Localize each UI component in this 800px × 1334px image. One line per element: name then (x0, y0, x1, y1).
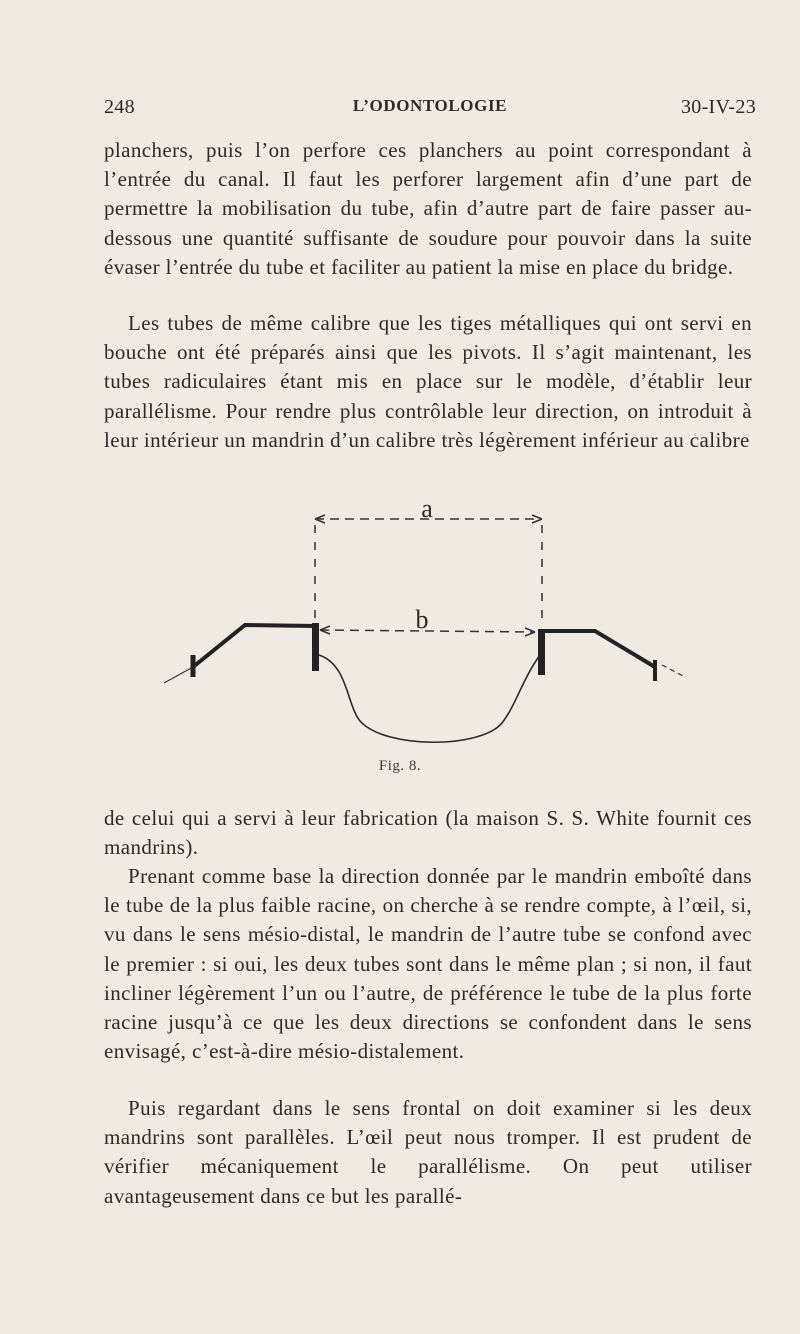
paragraph-4: Prenant comme base la direction donnée par le mandrin emboîté dans le tube de la plus faible racine, on cherche à se rendre compte, à l’œil, si, vu dans le sens mésio-distal, le mandrin de l’autre tube se confond avec le premier : si oui, les deux tubes sont dans le même plan ; si non, il faut incliner légèrement l’un ou l’autre, de préférence le tube de la plus forte racine jusqu’à ce que les deux directions se confondent dans le sens envisagé, c’est-à-dire mésio-distalement. (104, 864, 752, 1064)
page-number: 248 (104, 96, 135, 118)
label-b: b (415, 605, 429, 634)
left-tube (312, 623, 319, 671)
journal-title: L’ODONTOLOGIE (352, 96, 508, 115)
right-outline (662, 665, 685, 677)
figure-caption: Fig. 8. (378, 758, 422, 774)
paragraph-1: planchers, puis l’on perfore ces planchers au point correspondant à l’entrée du canal. Il faut les perforer largement afin d’une part de permettre la mobilisation du tube, afin d’autre part de faire passer au-dessous une quantité suffisante de soudure pour pouvoir dans la suite évaser l’entrée du tube et faciliter au patient la mise en place du bridge. (104, 138, 752, 279)
paragraph-2: Les tubes de même calibre que les tiges métalliques qui ont servi en bouche ont été préparés ainsi que les pivots. Il s’agit maintenant, les tubes radiculaires étant mis en place sur le modèle, d’établir leur parallélisme. Pour rendre plus contrôlable leur direction, on introduit à leur intérieur un mandrin d’un calibre très légèrement inférieur au calibre (104, 311, 752, 452)
paragraph-3: de celui qui a servi à leur fabrication (la maison S. S. White fournit ces mandrins). (104, 806, 752, 860)
right-tube (538, 629, 545, 675)
paragraph-5: Puis regardant dans le sens frontal on doit examiner si les deux mandrins sont parallèles. L’œil peut nous tromper. Il est prudent de vérifier mécaniquement le parallélisme. On peut utiliser avantageusement dans ce but les parallé- (104, 1096, 752, 1208)
running-header (104, 96, 756, 126)
left-outline (164, 667, 193, 683)
saddle-curve (319, 655, 540, 742)
issue-date: 30-IV-23 (681, 96, 756, 118)
right-plate (542, 631, 655, 667)
tube-parallelism-diagram (150, 495, 710, 755)
figure-8-diagram (150, 495, 710, 755)
label-a: a (421, 495, 433, 523)
left-plate (193, 625, 315, 667)
